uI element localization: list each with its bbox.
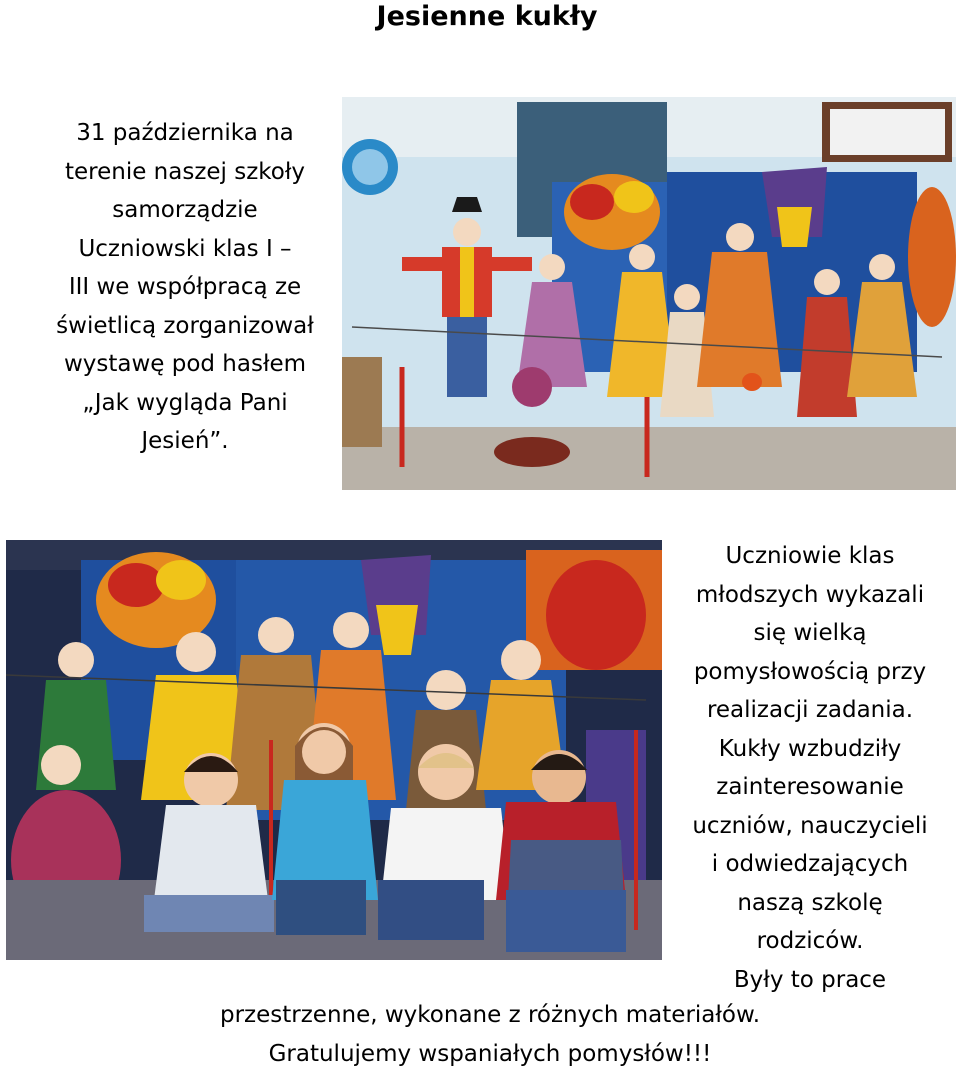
intro-line: wystawę pod hasłem xyxy=(40,345,330,384)
intro-paragraph xyxy=(40,114,330,461)
description-line: Kukły wzbudziły xyxy=(660,730,960,769)
scarecrow-exhibition-photo xyxy=(342,97,956,490)
closing-paragraph xyxy=(150,996,830,1073)
closing-line: Gratulujemy wspaniałych pomysłów!!! xyxy=(150,1035,830,1073)
intro-line: Jesień”. xyxy=(40,422,330,461)
description-line: realizacji zadania. xyxy=(660,691,960,730)
description-line: Uczniowie klas xyxy=(660,537,960,576)
description-line: uczniów, nauczycieli xyxy=(660,807,960,846)
intro-line: samorządzie xyxy=(40,191,330,230)
intro-line: 31 października na xyxy=(40,114,330,153)
description-line: i odwiedzających xyxy=(660,845,960,884)
closing-line: przestrzenne, wykonane z różnych materiałów. xyxy=(150,996,830,1035)
description-line: naszą szkolę xyxy=(660,884,960,923)
description-line: zainteresowanie xyxy=(660,768,960,807)
page-title: Jesienne kukły xyxy=(0,0,960,34)
intro-line: świetlicą zorganizował xyxy=(40,307,330,346)
intro-line: terenie naszej szkoły xyxy=(40,153,330,192)
description-line: Były to prace xyxy=(660,961,960,1000)
intro-line: Uczniowski klas I – xyxy=(40,230,330,269)
description-line: się wielką xyxy=(660,614,960,653)
intro-line: „Jak wygląda Pani xyxy=(40,384,330,423)
intro-line: III we współpracą ze xyxy=(40,268,330,307)
description-line: rodziców. xyxy=(660,922,960,961)
children-with-scarecrows-photo xyxy=(6,540,662,960)
description-line: pomysłowością przy xyxy=(660,653,960,692)
description-line: młodszych wykazali xyxy=(660,576,960,615)
description-paragraph xyxy=(660,537,960,999)
